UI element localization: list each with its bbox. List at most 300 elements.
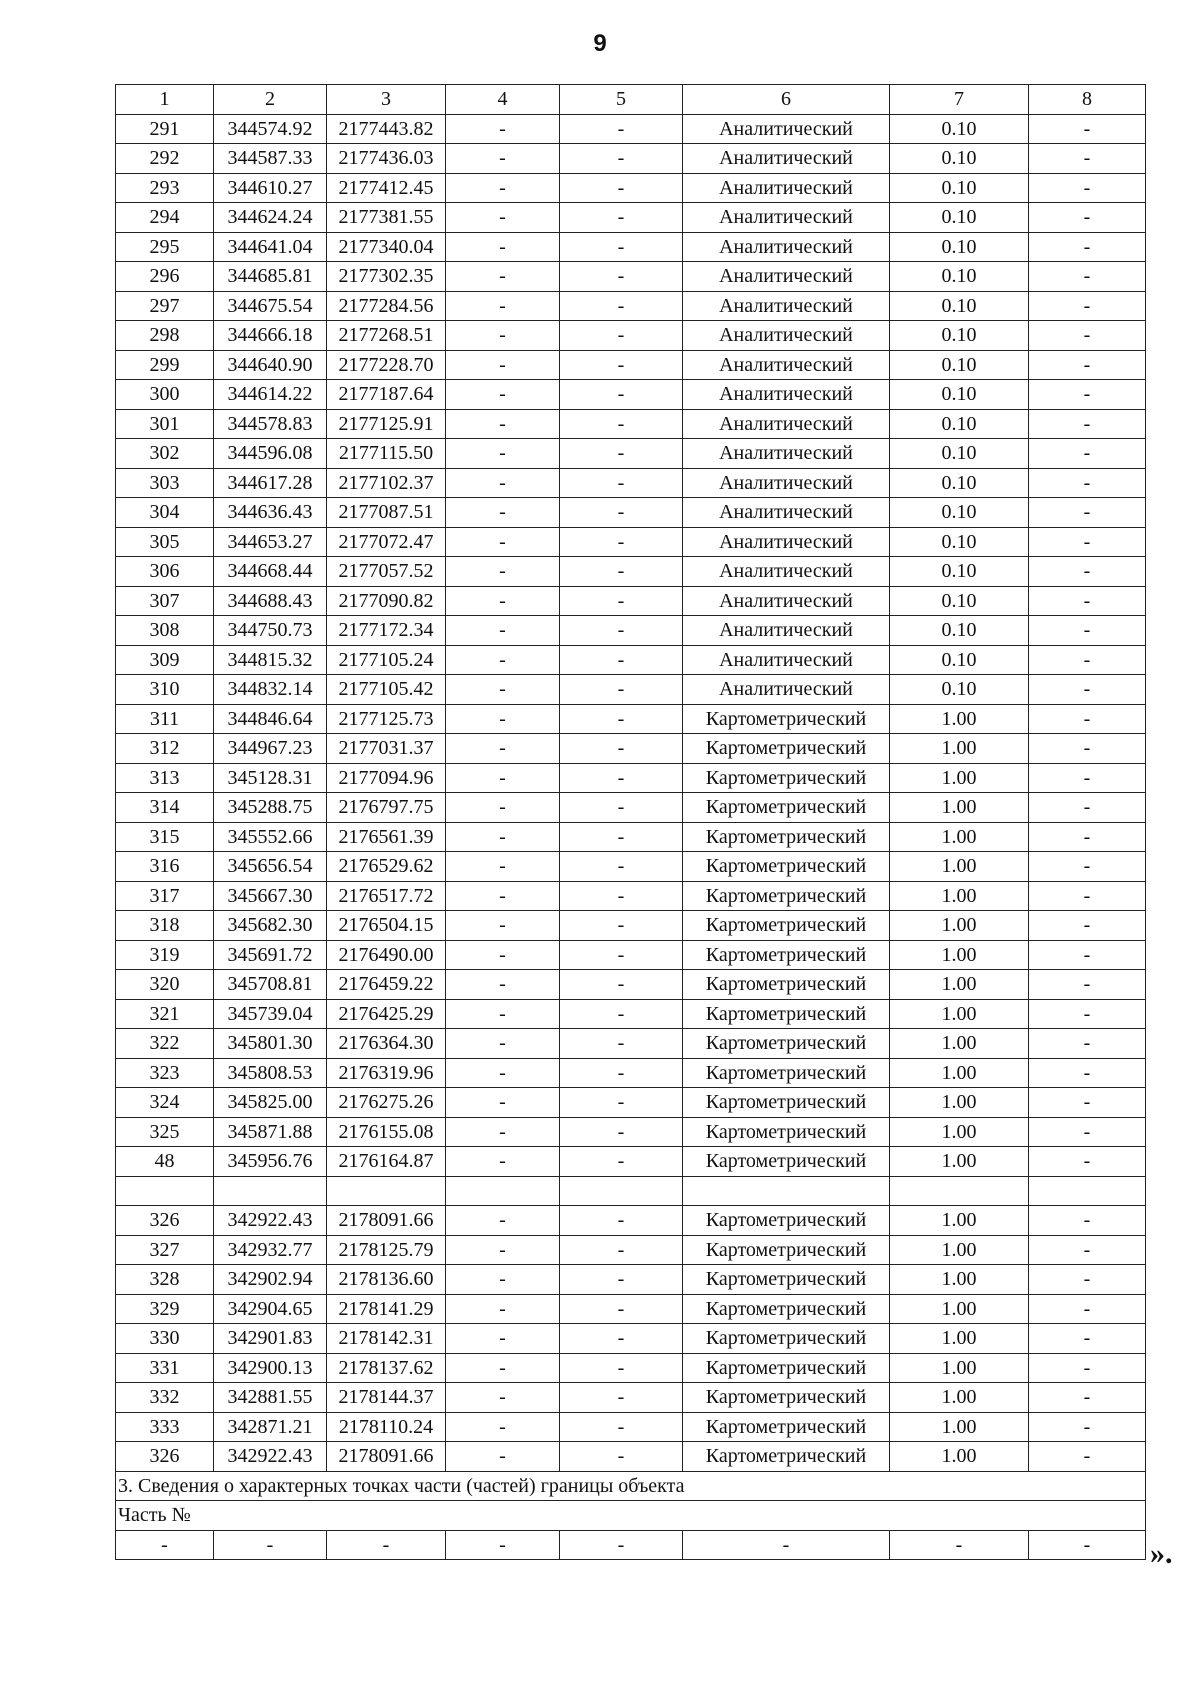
table-row	[116, 1029, 1146, 1059]
table-cell: 311	[116, 704, 214, 734]
table-cell: -	[1029, 1029, 1146, 1059]
table-cell: -	[1029, 1088, 1146, 1118]
table-cell: -	[560, 203, 683, 233]
table-cell: -	[560, 262, 683, 292]
table-row	[116, 291, 1146, 321]
table-cell: -	[1029, 350, 1146, 380]
table-cell: Аналитический	[683, 439, 890, 469]
table-cell: -	[1029, 1442, 1146, 1472]
part-number-label: Часть №	[116, 1501, 1146, 1531]
table-cell: 330	[116, 1324, 214, 1354]
table-cell: 345128.31	[214, 763, 327, 793]
table-cell: -	[560, 645, 683, 675]
table-cell: 2177115.50	[327, 439, 446, 469]
table-cell: 342881.55	[214, 1383, 327, 1413]
table-cell: -	[560, 1353, 683, 1383]
table-row	[116, 704, 1146, 734]
header-row	[116, 85, 1146, 115]
table-cell: 344666.18	[214, 321, 327, 351]
table-row	[116, 380, 1146, 410]
table-cell: 2177284.56	[327, 291, 446, 321]
table-cell: 1.00	[890, 1088, 1029, 1118]
table-cell: 2177105.42	[327, 675, 446, 705]
table-cell: 344640.90	[214, 350, 327, 380]
table-cell: -	[327, 1530, 446, 1560]
table-cell: -	[560, 734, 683, 764]
table-cell: -	[560, 321, 683, 351]
table-cell: 294	[116, 203, 214, 233]
table-row	[116, 1294, 1146, 1324]
table-cell: Картометрический	[683, 1147, 890, 1177]
table-cell: 322	[116, 1029, 214, 1059]
coordinates-table	[115, 84, 1146, 1560]
table-cell: 1.00	[890, 734, 1029, 764]
table-cell: 344636.43	[214, 498, 327, 528]
table-row	[116, 527, 1146, 557]
table-row	[116, 1088, 1146, 1118]
table-cell: -	[1029, 586, 1146, 616]
table-cell: 2176459.22	[327, 970, 446, 1000]
table-cell: Аналитический	[683, 557, 890, 587]
table-cell: Картометрический	[683, 1206, 890, 1236]
table-cell: -	[560, 1235, 683, 1265]
table-row	[116, 586, 1146, 616]
table-cell: 1.00	[890, 911, 1029, 941]
table-cell: 2177057.52	[327, 557, 446, 587]
table-cell: 2177087.51	[327, 498, 446, 528]
table-cell: 291	[116, 114, 214, 144]
table-row	[116, 645, 1146, 675]
table-cell: -	[446, 232, 560, 262]
table-cell: 342871.21	[214, 1412, 327, 1442]
column-header: 4	[446, 85, 560, 115]
table-cell: 1.00	[890, 1442, 1029, 1472]
table-cell: 1.00	[890, 704, 1029, 734]
table-cell: -	[446, 970, 560, 1000]
table-cell: 0.10	[890, 291, 1029, 321]
table-cell: 0.10	[890, 557, 1029, 587]
table-cell: -	[1029, 1147, 1146, 1177]
table-cell: 2176797.75	[327, 793, 446, 823]
table-cell: -	[560, 1206, 683, 1236]
table-cell: 2178141.29	[327, 1294, 446, 1324]
table-cell: -	[1029, 881, 1146, 911]
table-cell: 0.10	[890, 144, 1029, 174]
table-cell: -	[560, 144, 683, 174]
table-cell: -	[560, 1029, 683, 1059]
table-cell: -	[560, 793, 683, 823]
table-cell: 1.00	[890, 1058, 1029, 1088]
table-cell: 2177172.34	[327, 616, 446, 646]
table-cell: -	[1029, 1353, 1146, 1383]
table-cell: -	[1029, 999, 1146, 1029]
table-cell: Картометрический	[683, 1265, 890, 1295]
table-cell: -	[446, 616, 560, 646]
table-cell: -	[560, 1265, 683, 1295]
table-cell: 2177094.96	[327, 763, 446, 793]
table-cell: 1.00	[890, 1324, 1029, 1354]
table-cell: -	[446, 675, 560, 705]
table-cell: -	[560, 114, 683, 144]
table-cell: -	[1029, 704, 1146, 734]
table-cell: 2176155.08	[327, 1117, 446, 1147]
table-cell: Аналитический	[683, 616, 890, 646]
table-cell: 2178091.66	[327, 1206, 446, 1236]
table-cell: Аналитический	[683, 468, 890, 498]
table-cell	[560, 1176, 683, 1206]
table-cell: 297	[116, 291, 214, 321]
table-body	[116, 85, 1146, 1560]
table-cell: Аналитический	[683, 114, 890, 144]
table-cell: -	[116, 1530, 214, 1560]
table-row	[116, 498, 1146, 528]
column-header: 7	[890, 85, 1029, 115]
table-cell: -	[560, 704, 683, 734]
table-cell: 2177381.55	[327, 203, 446, 233]
table-cell: -	[446, 380, 560, 410]
table-cell: Аналитический	[683, 586, 890, 616]
table-row	[116, 1206, 1146, 1236]
table-cell: 326	[116, 1206, 214, 1236]
table-cell: -	[560, 1383, 683, 1413]
table-cell: 344614.22	[214, 380, 327, 410]
table-row	[116, 1176, 1146, 1206]
table-cell: 298	[116, 321, 214, 351]
table-cell: -	[560, 409, 683, 439]
table-cell: 2177340.04	[327, 232, 446, 262]
table-cell: -	[560, 350, 683, 380]
table-cell: -	[446, 1324, 560, 1354]
table-row	[116, 881, 1146, 911]
table-cell: -	[1029, 291, 1146, 321]
table-cell: Картометрический	[683, 1058, 890, 1088]
table-row	[116, 675, 1146, 705]
table-cell: -	[1029, 1235, 1146, 1265]
table-cell: 1.00	[890, 1353, 1029, 1383]
table-row	[116, 763, 1146, 793]
table-cell: Картометрический	[683, 822, 890, 852]
table-cell: 303	[116, 468, 214, 498]
table-cell: 2176490.00	[327, 940, 446, 970]
table-row	[116, 557, 1146, 587]
table-row	[116, 616, 1146, 646]
table-cell: 344815.32	[214, 645, 327, 675]
table-cell: 313	[116, 763, 214, 793]
table-cell: -	[446, 557, 560, 587]
table-cell: 344596.08	[214, 439, 327, 469]
table-cell: -	[1029, 940, 1146, 970]
table-cell: 314	[116, 793, 214, 823]
table-cell: 1.00	[890, 852, 1029, 882]
table-cell: 0.10	[890, 409, 1029, 439]
table-cell: 1.00	[890, 1265, 1029, 1295]
table-cell: -	[560, 852, 683, 882]
table-cell: 2176504.15	[327, 911, 446, 941]
table-cell: -	[446, 321, 560, 351]
page-number: 9	[593, 30, 607, 57]
table-cell: 316	[116, 852, 214, 882]
table-row	[116, 409, 1146, 439]
table-cell: -	[1029, 970, 1146, 1000]
table-cell: -	[1029, 1117, 1146, 1147]
table-cell: 0.10	[890, 586, 1029, 616]
table-cell: -	[1029, 1265, 1146, 1295]
table-cell: 325	[116, 1117, 214, 1147]
table-cell: 2177187.64	[327, 380, 446, 410]
table-cell: -	[446, 498, 560, 528]
table-cell: 319	[116, 940, 214, 970]
table-cell: 2177105.24	[327, 645, 446, 675]
table-cell: -	[560, 940, 683, 970]
table-cell: -	[446, 291, 560, 321]
table-cell: 0.10	[890, 321, 1029, 351]
table-cell: 2176529.62	[327, 852, 446, 882]
table-cell: 2178091.66	[327, 1442, 446, 1472]
table-cell: -	[446, 940, 560, 970]
column-header: 1	[116, 85, 214, 115]
table-cell: -	[1029, 852, 1146, 882]
table-cell	[116, 1176, 214, 1206]
table-cell: -	[560, 1147, 683, 1177]
table-row	[116, 144, 1146, 174]
table-cell: -	[1029, 675, 1146, 705]
column-header: 3	[327, 85, 446, 115]
table-cell: -	[560, 557, 683, 587]
table-cell: 344653.27	[214, 527, 327, 557]
table-cell: 328	[116, 1265, 214, 1295]
table-cell: 345871.88	[214, 1117, 327, 1147]
column-header: 2	[214, 85, 327, 115]
table-row	[116, 970, 1146, 1000]
table-cell: 2176425.29	[327, 999, 446, 1029]
table-cell: Аналитический	[683, 675, 890, 705]
table-cell: -	[1029, 527, 1146, 557]
table-cell	[214, 1176, 327, 1206]
table-cell: -	[446, 203, 560, 233]
table-cell: 1.00	[890, 940, 1029, 970]
table-row	[116, 734, 1146, 764]
table-cell: 1.00	[890, 999, 1029, 1029]
table-cell: -	[446, 1383, 560, 1413]
table-cell: 344832.14	[214, 675, 327, 705]
table-cell: 0.10	[890, 645, 1029, 675]
table-cell: 2176164.87	[327, 1147, 446, 1177]
table-cell: 344624.24	[214, 203, 327, 233]
table-cell	[327, 1176, 446, 1206]
table-cell: 2177090.82	[327, 586, 446, 616]
table-cell: 345801.30	[214, 1029, 327, 1059]
table-cell: 345691.72	[214, 940, 327, 970]
table-cell: -	[1029, 616, 1146, 646]
table-cell: 2178110.24	[327, 1412, 446, 1442]
table-row	[116, 321, 1146, 351]
table-cell: -	[446, 262, 560, 292]
table-cell: -	[560, 970, 683, 1000]
table-cell: -	[446, 409, 560, 439]
table-cell: -	[560, 498, 683, 528]
table-cell: -	[560, 586, 683, 616]
table-cell: -	[1029, 645, 1146, 675]
table-cell: -	[1029, 1294, 1146, 1324]
table-cell: Аналитический	[683, 498, 890, 528]
table-cell: 344668.44	[214, 557, 327, 587]
table-cell: 1.00	[890, 1117, 1029, 1147]
table-cell: 1.00	[890, 822, 1029, 852]
table-row	[116, 262, 1146, 292]
table-cell: 324	[116, 1088, 214, 1118]
table-cell: -	[446, 468, 560, 498]
table-cell: -	[446, 350, 560, 380]
table-cell: -	[1029, 262, 1146, 292]
table-row	[116, 203, 1146, 233]
table-cell: 342902.94	[214, 1265, 327, 1295]
table-cell: Аналитический	[683, 409, 890, 439]
table-row	[116, 1383, 1146, 1413]
table-cell: 304	[116, 498, 214, 528]
table-cell: 293	[116, 173, 214, 203]
table-cell: -	[560, 911, 683, 941]
table-cell: -	[446, 1029, 560, 1059]
table-cell: 312	[116, 734, 214, 764]
table-cell: -	[446, 999, 560, 1029]
table-cell: -	[560, 675, 683, 705]
table-row	[116, 350, 1146, 380]
table-row	[116, 232, 1146, 262]
table-cell: -	[446, 734, 560, 764]
table-row	[116, 940, 1146, 970]
table-cell: 320	[116, 970, 214, 1000]
table-cell: 1.00	[890, 1412, 1029, 1442]
table-cell: Картометрический	[683, 940, 890, 970]
table-cell: 306	[116, 557, 214, 587]
table-cell: 327	[116, 1235, 214, 1265]
table-cell: 342932.77	[214, 1235, 327, 1265]
table-cell: 2176275.26	[327, 1088, 446, 1118]
table-cell: 2177125.73	[327, 704, 446, 734]
table-cell: -	[560, 1412, 683, 1442]
table-row	[116, 1147, 1146, 1177]
table-cell: -	[446, 763, 560, 793]
table-cell: 302	[116, 439, 214, 469]
table-cell: -	[560, 232, 683, 262]
table-cell: -	[1029, 232, 1146, 262]
table-cell: -	[446, 586, 560, 616]
table-cell: -	[446, 1058, 560, 1088]
table-cell: -	[446, 1235, 560, 1265]
table-cell: 2178136.60	[327, 1265, 446, 1295]
table-cell: 342901.83	[214, 1324, 327, 1354]
table-cell: Картометрический	[683, 1353, 890, 1383]
table-cell: 344750.73	[214, 616, 327, 646]
table-cell: 300	[116, 380, 214, 410]
table-cell: 0.10	[890, 616, 1029, 646]
column-header: 6	[683, 85, 890, 115]
table-cell: -	[560, 380, 683, 410]
table-cell: 333	[116, 1412, 214, 1442]
table-cell: Картометрический	[683, 1442, 890, 1472]
table-cell: 0.10	[890, 262, 1029, 292]
table-cell: -	[1029, 380, 1146, 410]
section-heading: 3. Сведения о характерных точках части (частей) границы объекта	[116, 1471, 1146, 1501]
table-cell: 309	[116, 645, 214, 675]
table-cell: 344641.04	[214, 232, 327, 262]
table-cell: -	[1029, 439, 1146, 469]
table-cell: -	[446, 114, 560, 144]
table-cell: -	[560, 999, 683, 1029]
table-cell: Картометрический	[683, 1412, 890, 1442]
table-cell: Картометрический	[683, 763, 890, 793]
table-cell: 301	[116, 409, 214, 439]
table-cell: 1.00	[890, 1294, 1029, 1324]
table-cell: -	[446, 144, 560, 174]
table-cell: 2177228.70	[327, 350, 446, 380]
table-cell: -	[446, 439, 560, 469]
table-cell: 1.00	[890, 1029, 1029, 1059]
table-cell: 1.00	[890, 793, 1029, 823]
table-cell: 342904.65	[214, 1294, 327, 1324]
table-cell: -	[560, 1117, 683, 1147]
table-row	[116, 439, 1146, 469]
table-cell: 2178125.79	[327, 1235, 446, 1265]
table-cell: -	[1029, 498, 1146, 528]
table-cell: 1.00	[890, 970, 1029, 1000]
table-cell: 0.10	[890, 439, 1029, 469]
table-cell: 344685.81	[214, 262, 327, 292]
table-cell: Аналитический	[683, 173, 890, 203]
table-cell: Картометрический	[683, 793, 890, 823]
table-cell: Картометрический	[683, 1324, 890, 1354]
table-cell: -	[1029, 114, 1146, 144]
closing-quote-mark: ».	[1150, 1537, 1173, 1570]
table-cell: 345739.04	[214, 999, 327, 1029]
table-row	[116, 1442, 1146, 1472]
table-cell: 342922.43	[214, 1206, 327, 1236]
table-cell: 344578.83	[214, 409, 327, 439]
table-cell: 315	[116, 822, 214, 852]
table-cell: 48	[116, 1147, 214, 1177]
table-cell: -	[446, 645, 560, 675]
table-cell: -	[1029, 822, 1146, 852]
table-cell: 1.00	[890, 1235, 1029, 1265]
table-cell: Аналитический	[683, 380, 890, 410]
table-cell: 2178137.62	[327, 1353, 446, 1383]
table-cell: -	[1029, 1324, 1146, 1354]
table-cell: 292	[116, 144, 214, 174]
table-cell: 299	[116, 350, 214, 380]
table-cell: 295	[116, 232, 214, 262]
table-cell: 0.10	[890, 675, 1029, 705]
table-cell: 344610.27	[214, 173, 327, 203]
table-cell: 344688.43	[214, 586, 327, 616]
table-cell: Картометрический	[683, 734, 890, 764]
table-cell: -	[446, 704, 560, 734]
table-cell: 345288.75	[214, 793, 327, 823]
column-header: 8	[1029, 85, 1146, 115]
final-row	[116, 1530, 1146, 1560]
table-cell: -	[1029, 557, 1146, 587]
table-cell	[446, 1176, 560, 1206]
table-cell: -	[560, 1324, 683, 1354]
table-cell: Аналитический	[683, 232, 890, 262]
table-cell: 0.10	[890, 527, 1029, 557]
table-row	[116, 1353, 1146, 1383]
table-cell: Картометрический	[683, 1088, 890, 1118]
table-cell: Аналитический	[683, 144, 890, 174]
table-cell: 305	[116, 527, 214, 557]
table-cell: -	[560, 439, 683, 469]
table-cell: 0.10	[890, 350, 1029, 380]
table-cell: 342900.13	[214, 1353, 327, 1383]
